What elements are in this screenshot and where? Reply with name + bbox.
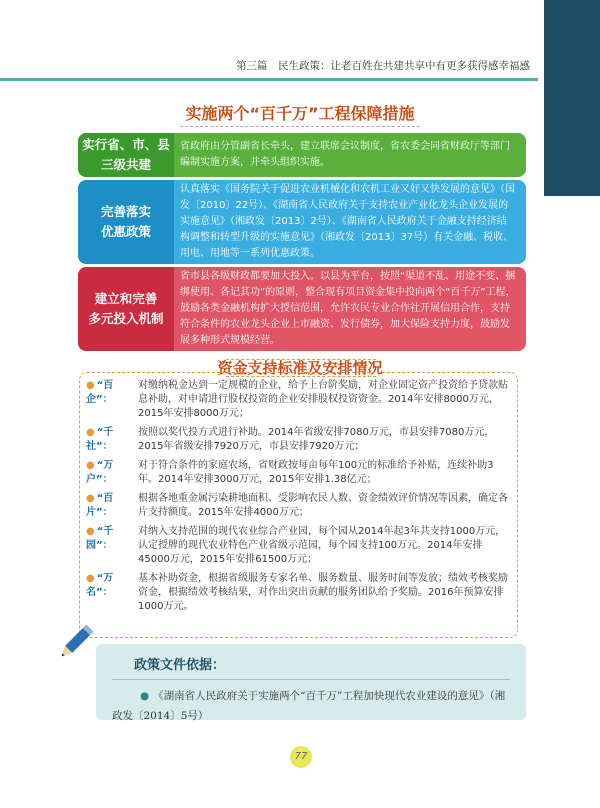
- bullet-icon: ●: [86, 526, 95, 537]
- measure-tag-2: 完善落实 优惠政策: [78, 180, 174, 264]
- measure-tag-3: 建立和完善 多元投入机制: [78, 267, 174, 351]
- bullet-icon: ●: [86, 427, 95, 438]
- policy-text: 《湖南省人民政府关于实施两个“百千万”工程加快现代农业建设的意见》（湘政发〔2014〕5号）: [112, 690, 506, 722]
- funding-title: 资金支持标准及安排情况: [217, 359, 383, 377]
- funding-label: “万名”：: [86, 573, 114, 598]
- policy-divider: [112, 679, 510, 680]
- funding-item-baiqi: [86, 379, 511, 421]
- corner-tab-decoration: [544, 0, 600, 196]
- measure-tag-1: 实行省、市、县 三级共建: [78, 133, 174, 177]
- funding-text: 对缴纳税金达到一定规模的企业，给予上台阶奖励，对企业固定资产投资给予贷款贴息补助，对申请进行股权投资的企业安排股权投资资金。2014年安排8000万元，2015年安排8000万元；: [138, 380, 508, 419]
- bullet-icon: ●: [86, 493, 95, 504]
- funding-item-wanhu: [86, 459, 511, 487]
- chapter-header: 第三篇 民生政策：让老百姓在共建共享中有更多获得感幸福感: [236, 60, 530, 72]
- bullet-icon: ●: [140, 690, 150, 702]
- funding-item-baipian: [86, 492, 511, 520]
- funding-label: “百企”：: [86, 380, 114, 405]
- bullet-icon: ●: [86, 380, 95, 391]
- header-rule: [0, 78, 538, 81]
- funding-label: “万户”：: [86, 460, 114, 485]
- pencil-icon: [52, 620, 98, 666]
- measure-card-3: [78, 267, 526, 351]
- funding-label: “千园”：: [86, 526, 114, 551]
- funding-text: 对于符合条件的家庭农场，省财政按每亩每年100元的标准给予补贴，连续补助3年。2014年安排3000万元，2015年安排1.38亿元；: [138, 460, 494, 485]
- measure-text-2: 认真落实《国务院关于促进农业机械化和农机工业又好又快发展的意见》（国发〔2010〕22号）、《湖南省人民政府关于支持农业产业化龙头企业发展的实施意见》（湘政发〔2013〕2号）、《湖南省人民政府关于金融支持经济结构调整和转型升级的实施意见》（湘政发〔2013〕37号）有关金融、税收、用电、用地等一系列优惠政策。: [174, 180, 526, 264]
- measure-text-1: 省政府由分管副省长牵头，建立联席会议制度，省农委会同省财政厅等部门编制实施方案，并牵头组织实施。: [174, 133, 526, 177]
- bullet-icon: ●: [86, 573, 95, 584]
- measure-card-1: [78, 133, 526, 177]
- section-title-underline: [180, 126, 420, 127]
- funding-item-qianshe: [86, 426, 511, 454]
- measure-card-2: [78, 180, 526, 264]
- policy-box: [96, 644, 526, 720]
- funding-text: 基本补助资金，根据省级服务专家名单、服务数量、服务时间等发放；绩效考核奖励资金，根据绩效考核结果，对作出突出贡献的服务团队给予奖励。2016年预算安排1000万元。: [138, 573, 508, 612]
- section-title: 实施两个“百千万”工程保障措施: [185, 104, 415, 123]
- policy-title: 政策文件依据：: [134, 658, 226, 673]
- funding-item-wanming: [86, 572, 511, 614]
- funding-text: 按照以奖代投方式进行补助。2014年省级安排7080万元，市县安排7080万元，2015年省级安排7920万元，市县安排7920万元；: [138, 427, 495, 452]
- bullet-icon: ●: [86, 460, 95, 471]
- funding-text: 根据各地重金属污染耕地面积、受影响农民人数、资金绩效评价情况等因素，确定各片支持额度。2015年安排4000万元；: [138, 493, 508, 518]
- funding-item-qianyuan: [86, 525, 511, 567]
- funding-label: “千社”：: [86, 427, 114, 452]
- funding-box: [79, 372, 518, 638]
- measure-text-3: 省市县各级财政都要加大投入。以县为平台，按照“渠道不乱、用途不变、捆绑使用、各记其功”的原则，整合现有项目资金集中投向两个“百千万”工程，鼓励各类金融机构扩大授信范围，允许农民专业合作社开展信用合作，支持符合条件的农业龙头企业上市融资、发行债券，加大保险支持力度，鼓励发展多种形式规模经营。: [174, 267, 526, 351]
- page-number: 77: [290, 746, 312, 768]
- funding-label: “百片”：: [86, 493, 114, 518]
- funding-text: 对纳入支持范围的现代农业综合产业园，每个园从2014年起3年共支持1000万元，认定授牌的现代农业特色产业省级示范园，每个园支持100万元。2014年安排45000万元，2015年安排61500万元；: [138, 526, 506, 565]
